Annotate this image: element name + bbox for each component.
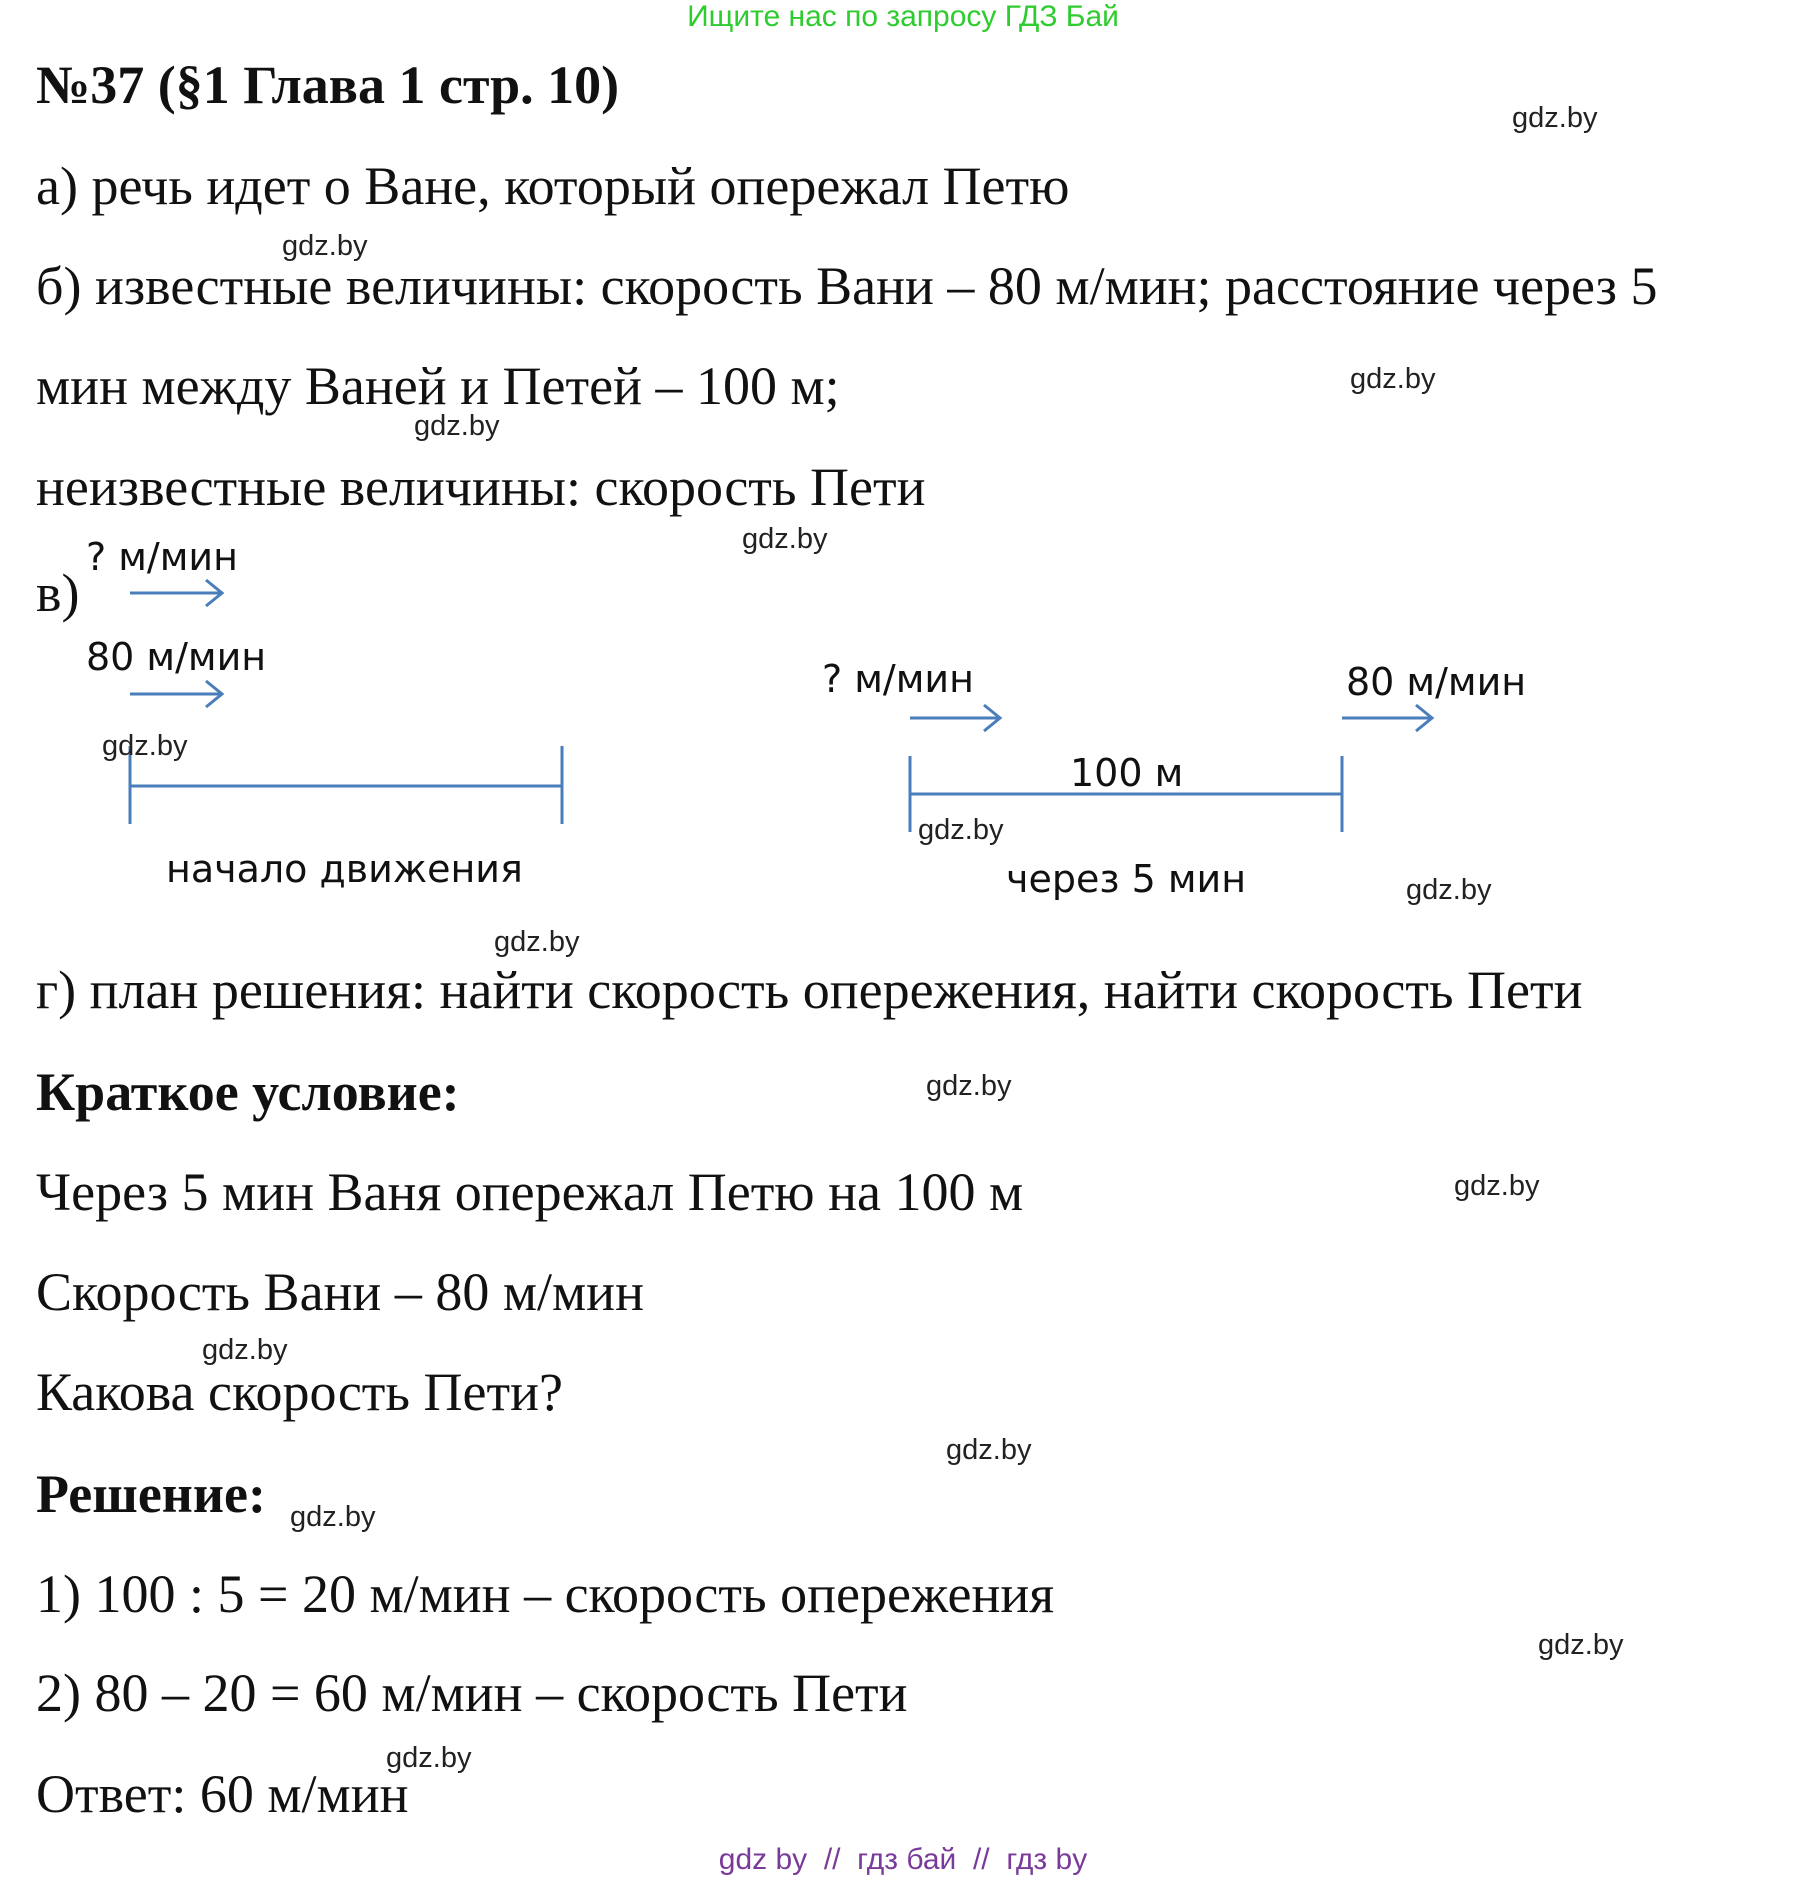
page-title: №37 (§1 Глава 1 стр. 10) [36,55,620,115]
footer-links[interactable]: gdz by // гдз бай // гдз by [718,1843,1088,1876]
watermark: gdz.by [494,926,580,958]
condition-line: Скорость Вани – 80 м/мин [36,1262,644,1322]
search-banner: Ищите нас по запросу ГДЗ Бай [687,0,1119,33]
item-b-line2: мин между Ваней и Петей – 100 м; [36,356,840,416]
distance-label: 100 м [1070,751,1184,795]
solution-step: 1) 100 : 5 = 20 м/мин – скорость опережения [36,1564,1055,1624]
watermark: gdz.by [1406,874,1492,906]
arrow-icon [130,580,222,606]
watermark: gdz.by [202,1334,288,1366]
item-v-label: в) [36,563,80,623]
left-known-speed: 80 м/мин [86,635,267,679]
watermark: gdz.by [918,814,1004,846]
left-caption: начало движения [166,847,523,891]
item-b-line1: б) известные величины: скорость Вани – 80 м/мин; расстояние через 5 [36,256,1658,316]
watermark: gdz.by [742,523,828,555]
right-unknown-speed: ? м/мин [822,657,974,701]
watermark: gdz.by [414,410,500,442]
item-g: г) план решения: найти скорость опережения, найти скорость Пети [36,960,1583,1020]
watermark: gdz.by [282,230,368,262]
start-segment [130,746,562,824]
short-condition-heading: Краткое условие: [36,1062,460,1122]
watermark: gdz.by [1538,1629,1624,1661]
arrow-icon [130,681,222,707]
watermark: gdz.by [946,1434,1032,1466]
watermark: gdz.by [290,1501,376,1533]
item-a: а) речь идет о Ване, который опережал Петю [36,156,1070,216]
watermark: gdz.by [102,730,188,762]
watermark: gdz.by [926,1070,1012,1102]
watermark: gdz.by [1512,102,1598,134]
condition-line: Через 5 мин Ваня опережал Петю на 100 м [36,1162,1024,1222]
answer: Ответ: 60 м/мин [36,1764,409,1824]
right-known-speed: 80 м/мин [1346,660,1527,704]
watermark: gdz.by [386,1742,472,1774]
item-b-line3: неизвестные величины: скорость Пети [36,457,926,517]
watermark: gdz.by [1454,1170,1540,1202]
left-unknown-speed: ? м/мин [86,535,238,579]
condition-line: Какова скорость Пети? [36,1362,563,1422]
arrow-icon [910,705,1000,731]
solution-heading: Решение: [36,1464,266,1524]
right-caption: через 5 мин [1006,857,1247,901]
watermark: gdz.by [1350,363,1436,395]
solution-step: 2) 80 – 20 = 60 м/мин – скорость Пети [36,1663,908,1723]
arrow-icon [1342,705,1432,731]
